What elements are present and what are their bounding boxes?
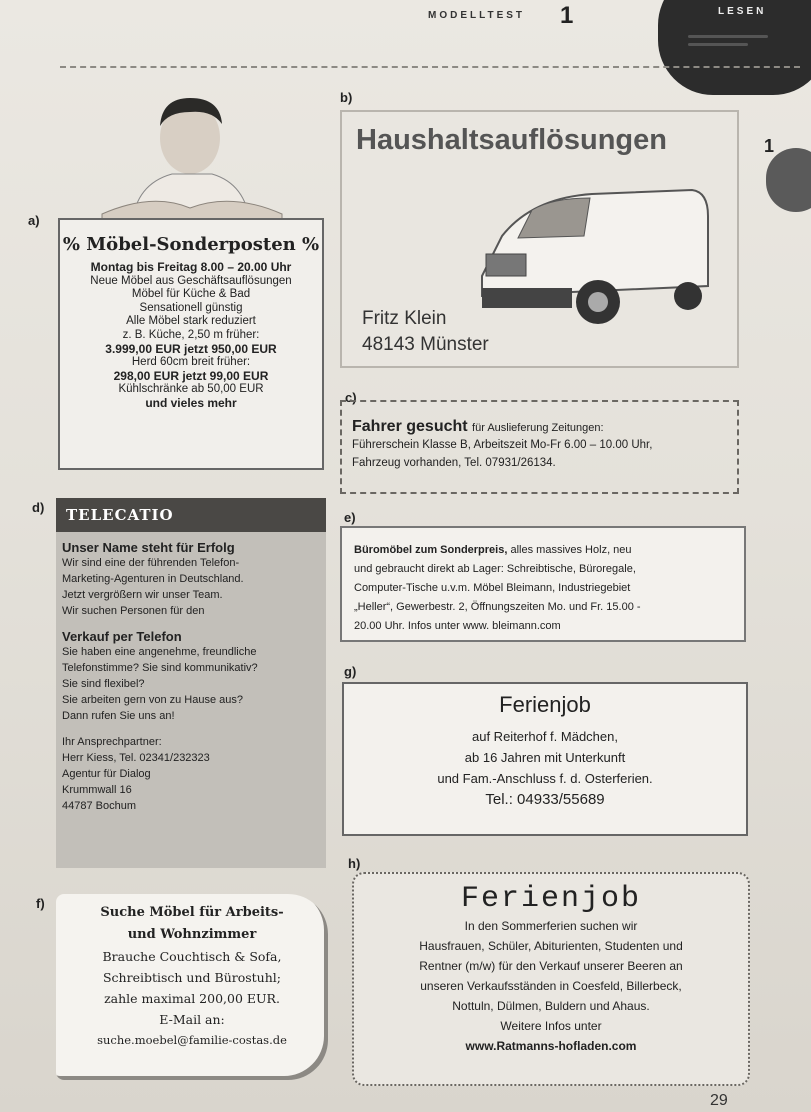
ad-g-line: auf Reiterhof f. Mädchen, [472,729,618,744]
ad-a-title: % Möbel-Sonderposten % [62,234,320,255]
ad-a-line: und vieles mehr [145,395,237,410]
ad-d-contact: Herr Kiess, Tel. 02341/232323 [62,752,210,764]
ad-d-line: Sie sind flexibel? [62,678,145,690]
ad-a-line: Sensationell günstig [139,301,243,314]
ad-a-line: Möbel für Küche & Bad [131,288,251,301]
ad-g-line: ab 16 Jahren mit Unterkunft [464,750,626,765]
ad-f [56,894,328,1080]
ad-d-heading: Verkauf per Telefon [62,629,182,644]
ad-d-contact: Krummwall 16 [62,784,132,796]
ad-d-line: Sie arbeiten gern von zu Hause aus? [62,694,244,706]
ad-c-title: Fahrer gesucht [352,418,468,435]
ad-f-title: Suche Möbel für Arbeits- [100,905,284,920]
ad-c [340,400,739,494]
ad-a-label: a) [28,213,40,228]
ad-f-title: und Wohnzimmer [127,927,257,942]
ad-h-line: Rentner (m/w) für den Verkauf unserer Beeren an [419,959,683,973]
ad-h-title: Ferienjob [460,882,642,916]
ad-e-line: und gebraucht direkt ab Lager: Schreibtische, Büroregale, [354,563,636,575]
ad-e-line: alles massives Holz, neu [510,544,632,556]
ad-d-brand: TELECATIO [66,506,174,524]
ad-a-line: 298,00 EUR jetzt 99,00 EUR [113,368,269,383]
ad-f-label: f) [36,896,45,911]
ad-d-contact: Ihr Ansprechpartner: [62,736,162,748]
header-divider [60,66,800,68]
ad-e-line: 20.00 Uhr. Infos unter www. bleimann.com [354,620,561,632]
ad-e-label: e) [344,510,356,525]
ad-d [56,498,326,868]
ad-f-line: Brauche Couchtisch & Sofa, [102,949,282,964]
ad-d-label: d) [32,500,45,515]
ad-d-brand-bar [56,498,326,532]
ad-f-line: E-Mail an: [159,1012,225,1027]
ad-f-line: zahle maximal 200,00 EUR. [104,991,280,1006]
man-illustration [62,74,322,234]
side-number: 1 [764,136,775,156]
ad-b-title: Haushaltsauflösungen [356,124,667,156]
ad-h-line: Weitere Infos unter [500,1019,602,1033]
section-sublabel [688,30,768,60]
ad-h-line: In den Sommerferien suchen wir [464,919,638,933]
ad-h-label: h) [348,856,361,871]
ad-f-line: Schreibtisch und Bürostuhl; [102,970,281,985]
ad-c-label: c) [345,390,357,405]
ad-e [340,526,746,642]
ad-h-line: Hausfrauen, Schüler, Abiturienten, Studenten und [419,939,683,953]
ad-d-line: Marketing-Agenturen in Deutschland. [62,573,244,585]
ad-b [340,110,739,368]
ad-g-title: Ferienjob [499,692,591,717]
ad-c-line: Führerschein Klasse B, Arbeitszeit Mo-Fr 6.00 – 10.00 Uhr, [352,439,653,451]
ad-a-line: Alle Möbel stark reduziert [126,315,256,328]
van-illustration [462,176,712,336]
ad-b-name: Fritz Klein [362,308,447,329]
ad-d-line: Telefonstimme? Sie sind kommunikativ? [62,662,258,674]
ad-c-line: Fahrzeug vorhanden, Tel. 07931/26134. [352,457,556,469]
ad-b-city: 48143 Münster [362,334,489,355]
ad-d-line: Dann rufen Sie uns an! [62,710,175,722]
page-number: 29 [710,1092,728,1109]
ad-e-line: Computer-Tische u.v.m. Möbel Bleimann, Industriegebiet [354,582,631,594]
ad-d-line: Wir sind eine der führenden Telefon- [62,557,240,569]
ad-a [58,218,324,470]
header-title: MODELLTEST [428,10,526,21]
ad-a-line: 3.999,00 EUR jetzt 950,00 EUR [105,341,277,356]
ad-a-line: Montag bis Freitag 8.00 – 20.00 Uhr [90,260,292,274]
ad-g-label: g) [344,664,357,679]
ad-d-line: Jetzt vergrößern wir unser Team. [62,589,223,601]
ad-e-lead: Büromöbel zum Sonderpreis, [354,544,508,556]
ad-d-heading: Unser Name steht für Erfolg [62,540,235,555]
ad-d-contact: Agentur für Dialog [62,768,151,780]
ad-a-line: z. B. Küche, 2,50 m früher: [122,328,260,341]
ad-g-line: und Fam.-Anschluss f. d. Osterferien. [437,771,653,786]
ad-a-line: Herd 60cm breit früher: [131,356,251,369]
ad-a-line: Kühlschränke ab 50,00 EUR [118,383,264,396]
ad-h-line: Nottuln, Dülmen, Buldern und Ahaus. [452,999,650,1013]
section-label: LESEN [718,6,767,17]
ad-h [352,872,750,1086]
ad-g-line: Tel.: 04933/55689 [485,791,605,808]
ad-h-line: unseren Verkaufsständen in Coesfeld, Billerbeck, [420,979,682,993]
ad-b-label: b) [340,90,353,105]
header-number: 1 [560,2,574,29]
ad-d-line: Wir suchen Personen für den [62,605,205,617]
ad-f-email: suche.moebel@familie-costas.de [97,1033,287,1047]
ad-d-contact: 44787 Bochum [62,800,136,812]
ad-c-subtitle: für Auslieferung Zeitungen: [472,422,604,434]
ad-h-url: www.Ratmanns-hofladen.com [465,1039,637,1053]
ad-a-line: Neue Möbel aus Geschäftsauflösungen [90,274,292,287]
ad-e-line: „Heller“, Gewerbestr. 2, Öffnungszeiten Mo. und Fr. 15.00 - [354,601,641,613]
ad-d-line: Sie haben eine angenehme, freundliche [62,646,257,658]
ad-g [342,682,748,836]
